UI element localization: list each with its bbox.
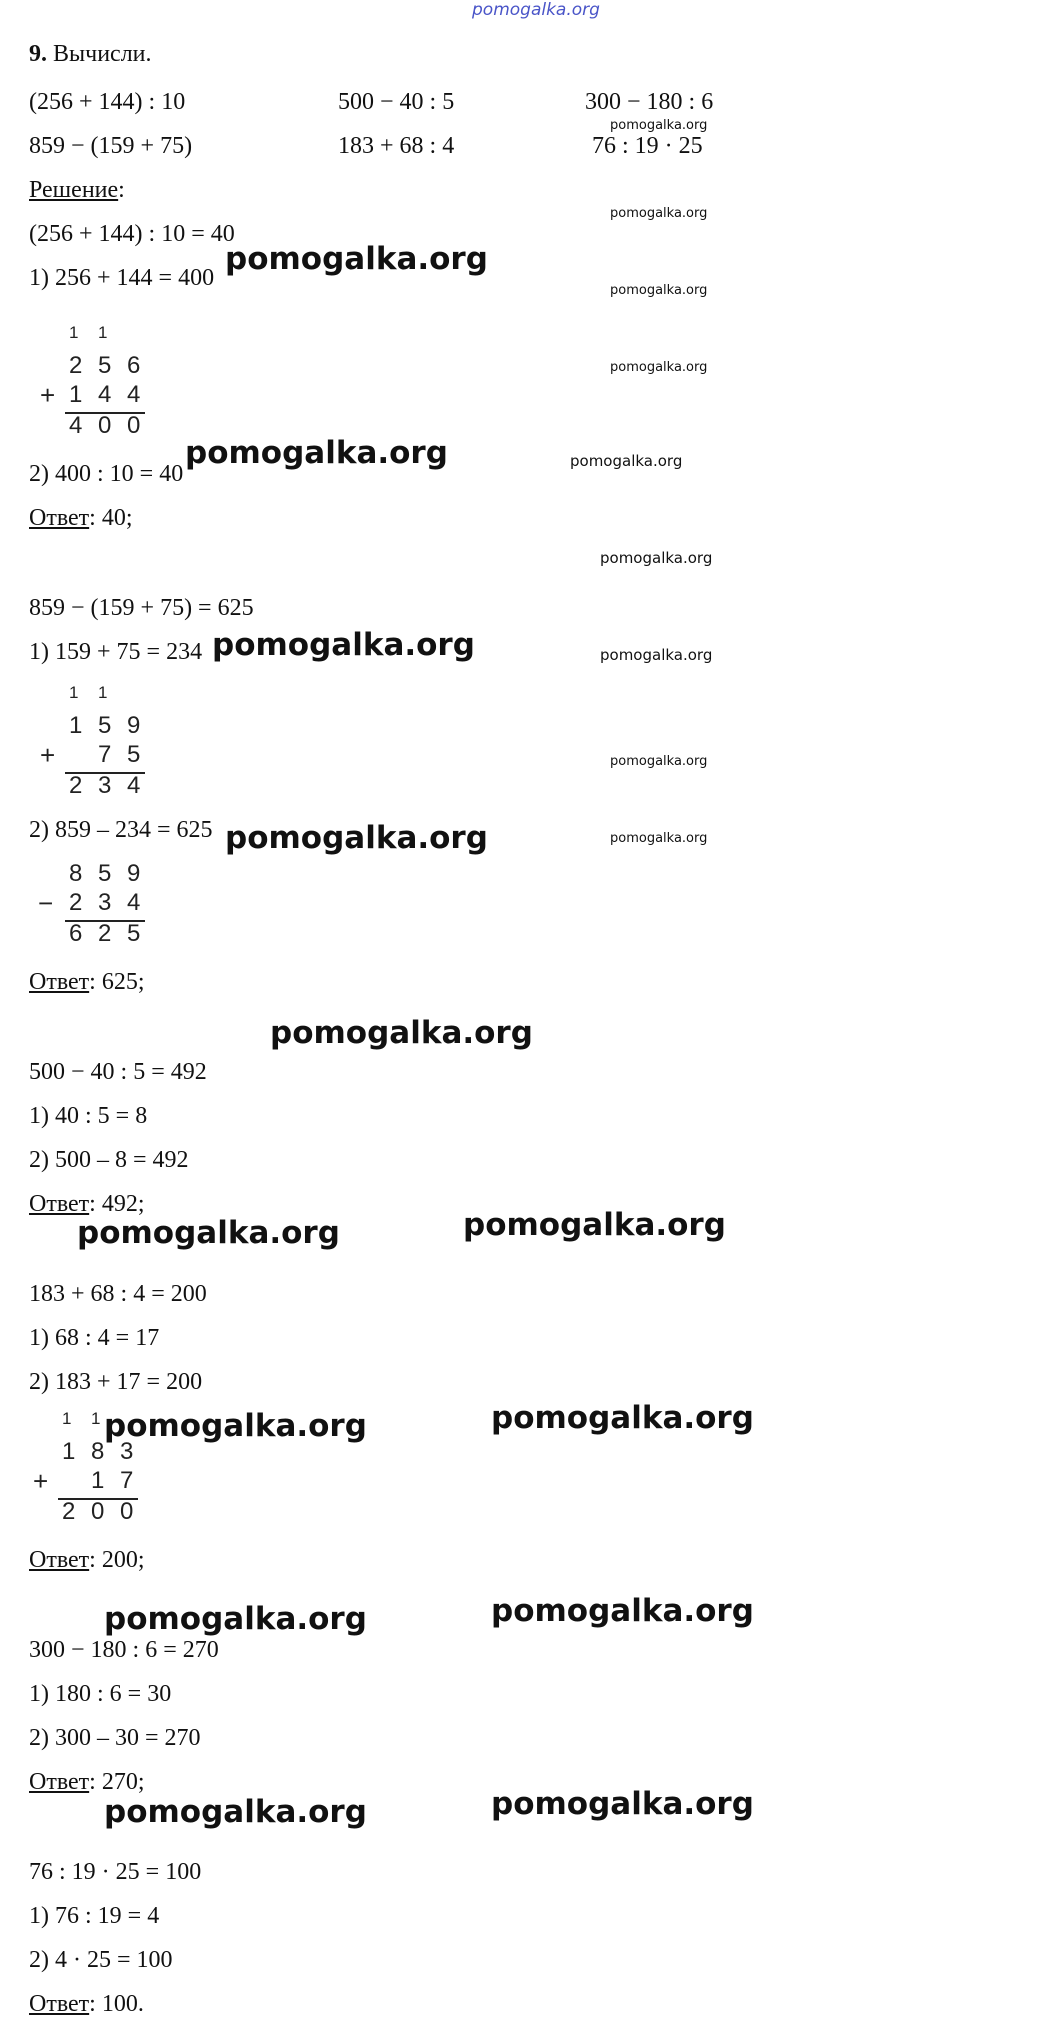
digit: 0 bbox=[127, 412, 141, 439]
watermark-large: pomogalka.org bbox=[77, 1215, 340, 1251]
task-heading bbox=[29, 40, 152, 68]
answer-label: Ответ bbox=[29, 1547, 90, 1573]
answer-label: Ответ bbox=[29, 1191, 90, 1217]
digit: 2 bbox=[62, 1498, 76, 1525]
carry-digit: 1 bbox=[62, 1409, 72, 1428]
task-expr-3: 300 − 180 : 6 bbox=[585, 89, 714, 115]
carry-digit: 1 bbox=[98, 683, 108, 702]
watermark-large: pomogalka.org bbox=[104, 1794, 367, 1830]
plus-sign: + bbox=[40, 740, 56, 770]
digit: 0 bbox=[91, 1498, 105, 1525]
plus-sign: + bbox=[40, 380, 56, 410]
carry-digit: 1 bbox=[98, 323, 108, 342]
watermark-large: pomogalka.org bbox=[491, 1786, 754, 1822]
header-watermark: pomogalka.org bbox=[472, 0, 600, 20]
watermark-large: pomogalka.org bbox=[185, 435, 448, 471]
carry-digit: 1 bbox=[91, 1409, 101, 1428]
digit: 4 bbox=[69, 412, 83, 439]
answer-value: : 270; bbox=[89, 1769, 145, 1795]
task-expr-1: (256 + 144) : 10 bbox=[29, 89, 186, 115]
digit: 5 bbox=[98, 352, 112, 379]
digit: 0 bbox=[98, 412, 112, 439]
digit: 1 bbox=[91, 1467, 105, 1494]
b5-answer bbox=[29, 1768, 145, 1796]
column-addition-1 bbox=[36, 320, 156, 440]
watermark-small: pomogalka.org bbox=[610, 754, 708, 769]
b2-step1: 1) 159 + 75 = 234 bbox=[29, 639, 203, 665]
digit: 2 bbox=[98, 920, 112, 947]
watermark-small: pomogalka.org bbox=[610, 283, 708, 298]
b6-expression: 76 : 19 · 25 = 100 bbox=[29, 1859, 202, 1885]
digit: 2 bbox=[69, 772, 83, 799]
b3-step1: 1) 40 : 5 = 8 bbox=[29, 1103, 148, 1129]
task-expr-6: 76 : 19 · 25 bbox=[592, 133, 703, 159]
answer-value: : 625; bbox=[89, 969, 145, 995]
digit: 5 bbox=[98, 860, 112, 887]
b6-step2: 2) 4 · 25 = 100 bbox=[29, 1947, 173, 1973]
b5-step2: 2) 300 – 30 = 270 bbox=[29, 1725, 201, 1751]
b2-step2: 2) 859 – 234 = 625 bbox=[29, 817, 213, 843]
carry-digit: 1 bbox=[69, 323, 79, 342]
digit: 8 bbox=[69, 860, 83, 887]
digit: 2 bbox=[69, 889, 83, 916]
b1-expression: (256 + 144) : 10 = 40 bbox=[29, 221, 235, 247]
solution-label: Решение bbox=[29, 177, 119, 203]
b5-step1: 1) 180 : 6 = 30 bbox=[29, 1681, 172, 1707]
b2-expression: 859 − (159 + 75) = 625 bbox=[29, 595, 254, 621]
b1-step2: 2) 400 : 10 = 40 bbox=[29, 461, 184, 487]
answer-label: Ответ bbox=[29, 969, 90, 995]
watermark-small: pomogalka.org bbox=[610, 206, 708, 221]
b4-expression: 183 + 68 : 4 = 200 bbox=[29, 1281, 207, 1307]
digit: 1 bbox=[69, 712, 83, 739]
task-expr-4: 859 − (159 + 75) bbox=[29, 133, 193, 159]
minus-sign: − bbox=[38, 888, 54, 918]
b1-answer bbox=[29, 504, 133, 532]
watermark-large: pomogalka.org bbox=[491, 1400, 754, 1436]
answer-value: : 100. bbox=[89, 1991, 144, 2017]
b3-answer bbox=[29, 1190, 145, 1218]
digit: 5 bbox=[98, 712, 112, 739]
answer-label: Ответ bbox=[29, 1991, 90, 2017]
digit: 6 bbox=[69, 920, 83, 947]
solution-heading: Решение: bbox=[29, 177, 125, 203]
column-subtraction bbox=[36, 856, 156, 956]
task-title: Вычисли. bbox=[53, 41, 152, 67]
digit: 6 bbox=[127, 352, 141, 379]
b3-expression: 500 − 40 : 5 = 492 bbox=[29, 1059, 207, 1085]
watermark-large: pomogalka.org bbox=[225, 820, 488, 856]
task-expr-5: 183 + 68 : 4 bbox=[338, 133, 455, 159]
watermark-small: pomogalka.org bbox=[610, 118, 708, 133]
b2-answer bbox=[29, 968, 145, 996]
digit: 4 bbox=[127, 381, 141, 408]
digit: 3 bbox=[120, 1438, 134, 1465]
task-expr-2: 500 − 40 : 5 bbox=[338, 89, 455, 115]
digit: 4 bbox=[127, 772, 141, 799]
watermark-large: pomogalka.org bbox=[491, 1593, 754, 1629]
watermark-large: pomogalka.org bbox=[270, 1015, 533, 1051]
digit: 1 bbox=[62, 1438, 76, 1465]
task-number: 9. bbox=[29, 41, 47, 67]
watermark-large: pomogalka.org bbox=[212, 627, 475, 663]
watermark-large: pomogalka.org bbox=[463, 1207, 726, 1243]
answer-label: Ответ bbox=[29, 1769, 90, 1795]
b1-step1: 1) 256 + 144 = 400 bbox=[29, 265, 215, 291]
digit: 3 bbox=[98, 772, 112, 799]
watermark-large: pomogalka.org bbox=[225, 241, 488, 277]
watermark-large: pomogalka.org bbox=[104, 1601, 367, 1637]
digit: 2 bbox=[69, 352, 83, 379]
b4-step1: 1) 68 : 4 = 17 bbox=[29, 1325, 160, 1351]
digit: 5 bbox=[127, 920, 141, 947]
digit: 3 bbox=[98, 889, 112, 916]
watermark-small: pomogalka.org bbox=[610, 360, 708, 375]
digit: 8 bbox=[91, 1438, 105, 1465]
digit: 1 bbox=[69, 381, 83, 408]
watermark-small: pomogalka.org bbox=[570, 452, 683, 470]
answer-value: : 200; bbox=[89, 1547, 145, 1573]
digit: 0 bbox=[120, 1498, 134, 1525]
digit: 9 bbox=[127, 860, 141, 887]
b3-step2: 2) 500 – 8 = 492 bbox=[29, 1147, 189, 1173]
watermark-small: pomogalka.org bbox=[600, 646, 713, 664]
answer-label: Ответ bbox=[29, 505, 90, 531]
b5-expression: 300 − 180 : 6 = 270 bbox=[29, 1637, 219, 1663]
digit: 4 bbox=[98, 381, 112, 408]
watermark-large: pomogalka.org bbox=[104, 1408, 367, 1444]
b4-answer bbox=[29, 1546, 145, 1574]
carry-digit: 1 bbox=[69, 683, 79, 702]
plus-sign: + bbox=[33, 1466, 49, 1496]
answer-value: : 492; bbox=[89, 1191, 145, 1217]
b6-step1: 1) 76 : 19 = 4 bbox=[29, 1903, 160, 1929]
answer-value: : 40; bbox=[89, 505, 133, 531]
digit: 4 bbox=[127, 889, 141, 916]
b6-answer bbox=[29, 1990, 144, 2018]
b4-step2: 2) 183 + 17 = 200 bbox=[29, 1369, 203, 1395]
digit: 7 bbox=[120, 1467, 134, 1494]
watermark-small: pomogalka.org bbox=[610, 831, 708, 846]
column-addition-2 bbox=[36, 680, 156, 800]
digit: 7 bbox=[98, 741, 112, 768]
digit: 5 bbox=[127, 741, 141, 768]
digit: 9 bbox=[127, 712, 141, 739]
watermark-small: pomogalka.org bbox=[600, 549, 713, 567]
